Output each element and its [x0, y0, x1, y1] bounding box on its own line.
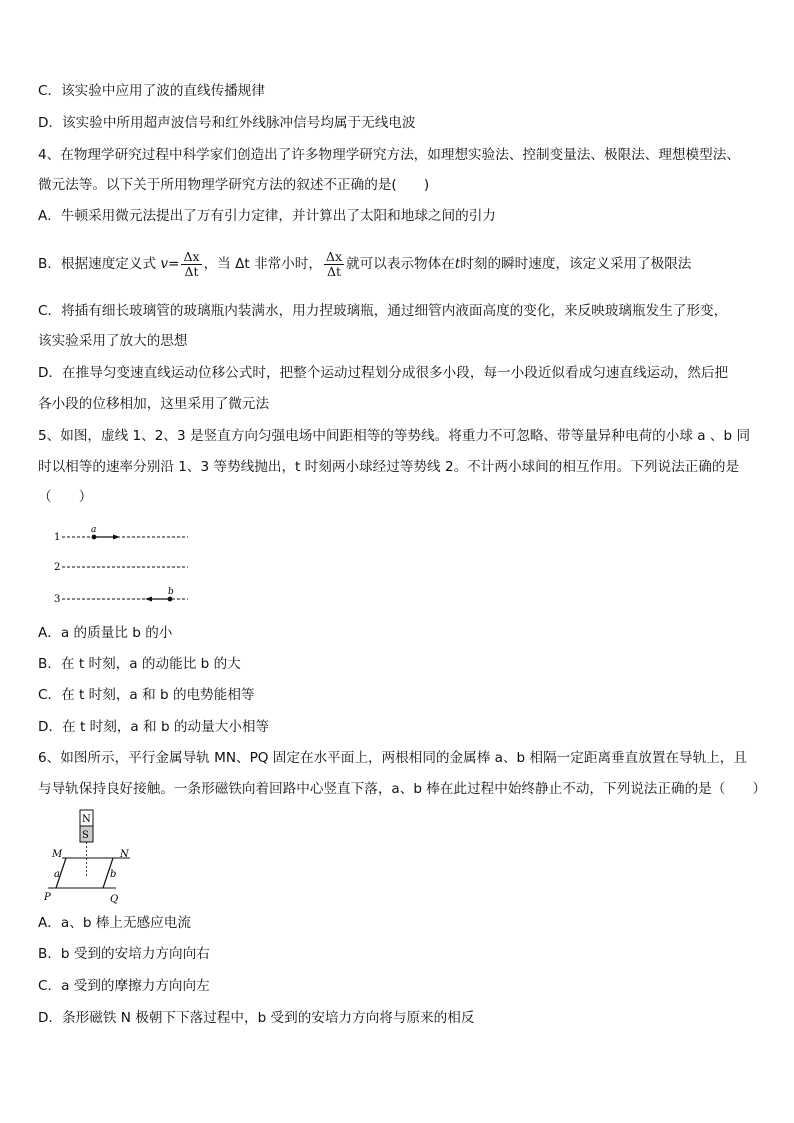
magnet-s-label: S: [82, 830, 89, 841]
velocity-fraction: [181, 250, 201, 279]
q3-option-c: C．该实验中应用了波的直线传播规律: [38, 83, 265, 99]
q6-option-c: C．a 受到的摩擦力方向向左: [38, 978, 210, 994]
q6-stem-line1: 6、如图所示，平行金属导轨 MN、PQ 固定在水平面上，两根相同的金属棒 a、b 相隔一定距离垂直放置在导轨上，且: [38, 750, 747, 766]
velocity-symbol: v: [160, 256, 169, 272]
fraction-numerator-2: Δx: [326, 248, 343, 264]
fraction-denominator: Δt: [184, 263, 199, 279]
line-3-label: 3: [54, 594, 61, 605]
label-rod-a: a: [54, 869, 60, 880]
q4-option-b-pre: B．根据速度定义式: [38, 256, 161, 272]
q5-stem-line1: 5、如图，虚线 1、2、3 是竖直方向匀强电场中间距相等的等势线。将重力不可忽略、带等量异种电荷的小球 a 、b 同: [38, 428, 751, 444]
q4-option-d-line1: D．在推导匀变速直线运动位移公式时，把整个运动过程划分成很多小段，每一小段近似看成匀速直线运动，然后把: [38, 365, 729, 381]
arrowhead-b: [145, 597, 152, 602]
q4-stem-line2: 微元法等。以下关于所用物理学研究方法的叙述不正确的是( ): [38, 177, 430, 193]
q4-option-b-post: 时刻的瞬时速度，该定义采用了极限法: [460, 256, 692, 272]
magnet-n-label: N: [82, 814, 91, 825]
q5-equipotential-figure: [50, 522, 200, 612]
q4-option-d-line2: 各小段的位移相加，这里采用了微元法: [38, 396, 270, 412]
q6-option-d: D．条形磁铁 N 极朝下下落过程中，b 受到的安培力方向将与原来的相反: [38, 1010, 475, 1026]
q6-option-a: A．a、b 棒上无感应电流: [38, 915, 191, 931]
line-2-label: 2: [54, 562, 61, 573]
q5-stem-line3: （ ）: [38, 489, 93, 505]
q4-option-a: A．牛顿采用微元法提出了万有引力定律，并计算出了太阳和地球之间的引力: [38, 208, 496, 224]
label-p: P: [44, 892, 51, 903]
q5-option-a: A．a 的质量比 b 的小: [38, 625, 173, 641]
q5-option-d: D．在 t 时刻，a 和 b 的动量大小相等: [38, 719, 270, 735]
q6-magnet-rails-figure: [40, 806, 150, 906]
q4-option-b: [38, 246, 691, 282]
label-rod-b: b: [110, 869, 117, 880]
line-1-label: 1: [54, 532, 61, 543]
time-symbol: t: [454, 256, 461, 272]
arrowhead-a: [113, 535, 120, 540]
ball-a-label: a: [91, 525, 97, 535]
label-n: N: [120, 849, 129, 860]
q6-option-b: B．b 受到的安培力方向向右: [38, 946, 210, 962]
velocity-fraction-2: [324, 250, 344, 279]
q4-option-b-mid1: ，当 Δt 非常小时，: [203, 256, 322, 272]
q5-stem-line2: 时以相等的速率分别沿 1、3 等势线抛出，t 时刻两小球经过等势线 2。不计两小球间的相互作用。下列说法正确的是: [38, 459, 740, 475]
ball-b-label: b: [168, 587, 174, 597]
label-m: M: [52, 849, 63, 860]
label-q: Q: [110, 894, 119, 905]
q6-stem-line2: 与导轨保持良好接触。一条形磁铁向着回路中心竖直下落，a、b 棒在此过程中始终静止不动，下列说法正确的是（ ）: [38, 781, 767, 797]
fraction-denominator-2: Δt: [327, 263, 342, 279]
q3-option-d: D．该实验中所用超声波信号和红外线脉冲信号均属于无线电波: [38, 115, 416, 131]
fraction-numerator: Δx: [183, 248, 200, 264]
q4-option-c-line1: C．将插有细长玻璃管的玻璃瓶内装满水，用力捏玻璃瓶，通过细管内液面高度的变化，来反映玻璃瓶发生了形变，: [38, 303, 728, 319]
q4-option-c-line2: 该实验采用了放大的思想: [38, 333, 188, 349]
q5-option-c: C．在 t 时刻，a 和 b 的电势能相等: [38, 687, 255, 703]
q5-option-b: B．在 t 时刻，a 的动能比 b 的大: [38, 656, 241, 672]
q4-option-b-mid2: 就可以表示物体在: [346, 256, 455, 272]
q4-stem-line1: 4、在物理学研究过程中科学家们创造出了许多物理学研究方法，如理想实验法、控制变量法、极限法、理想模型法、: [38, 147, 740, 163]
equals-sign: =: [168, 256, 180, 272]
